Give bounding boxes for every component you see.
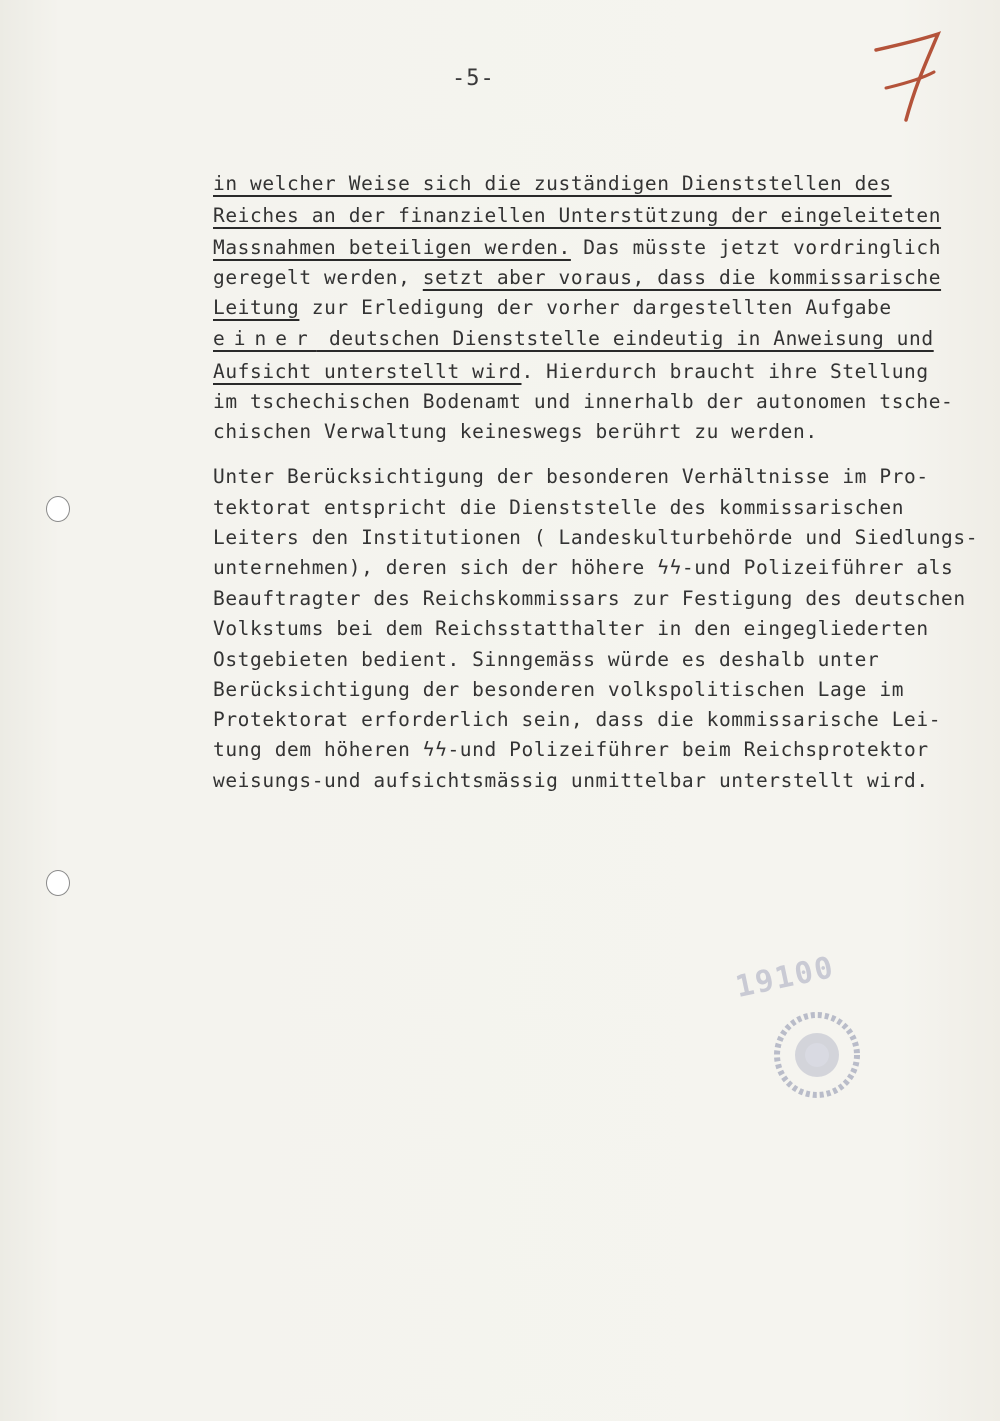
text-line: im tschechischen Bodenamt und innerhalb der autonomen tsche- xyxy=(213,390,954,413)
text-line: Leitung zur Erledigung der vorher dargestellten Aufgabe xyxy=(213,296,892,319)
text-line: tung dem höheren ϟϟ-und Polizeiführer beim Reichsprotektor xyxy=(213,738,929,761)
text-line: Berücksichtigung der besonderen volkspolitischen Lage im xyxy=(213,678,905,701)
text-line: Protektorat erforderlich sein, dass die kommissarische Lei- xyxy=(213,708,942,731)
text-line: in welcher Weise sich die zuständigen Dienststellen des xyxy=(213,172,892,195)
punch-hole xyxy=(46,496,70,522)
text-line: tektorat entspricht die Dienststelle des kommissarischen xyxy=(213,496,905,519)
text-line: Ostgebieten bedient. Sinngemäss würde es deshalb unter xyxy=(213,648,880,671)
text-line: chischen Verwaltung keineswegs berührt zu werden. xyxy=(213,420,818,443)
text-line: Volkstums bei dem Reichsstatthalter in den eingegliederten xyxy=(213,617,929,640)
archive-seal-stamp xyxy=(772,1010,862,1100)
handwritten-page-mark xyxy=(868,28,948,128)
text-line: weisungs-und aufsichtsmässig unmittelbar unterstellt wird. xyxy=(213,769,929,792)
text-line: Aufsicht unterstellt wird. Hierdurch braucht ihre Stellung xyxy=(213,360,929,383)
text-line: einer deutschen Dienststelle eindeutig in Anweisung und xyxy=(213,327,934,350)
archive-stamp-number: 19100 xyxy=(732,949,838,1006)
text-line: geregelt werden, setzt aber voraus, dass die kommissarische xyxy=(213,266,942,289)
text-line: Leiters den Institutionen ( Landeskulturbehörde und Siedlungs- xyxy=(213,526,979,549)
text-line: unternehmen), deren sich der höhere ϟϟ-und Polizeiführer als xyxy=(213,556,954,579)
text-line: Beauftragter des Reichskommissars zur Festigung des deutschen xyxy=(213,587,966,610)
text-line: Reiches an der finanziellen Unterstützung der eingeleiteten xyxy=(213,204,942,227)
punch-hole xyxy=(46,870,70,896)
page-number: -5- xyxy=(452,66,495,91)
text-line: Massnahmen beteiligen werden. Das müsste jetzt vordringlich xyxy=(213,236,942,259)
text-line: Unter Berücksichtigung der besonderen Verhältnisse im Pro- xyxy=(213,465,929,488)
